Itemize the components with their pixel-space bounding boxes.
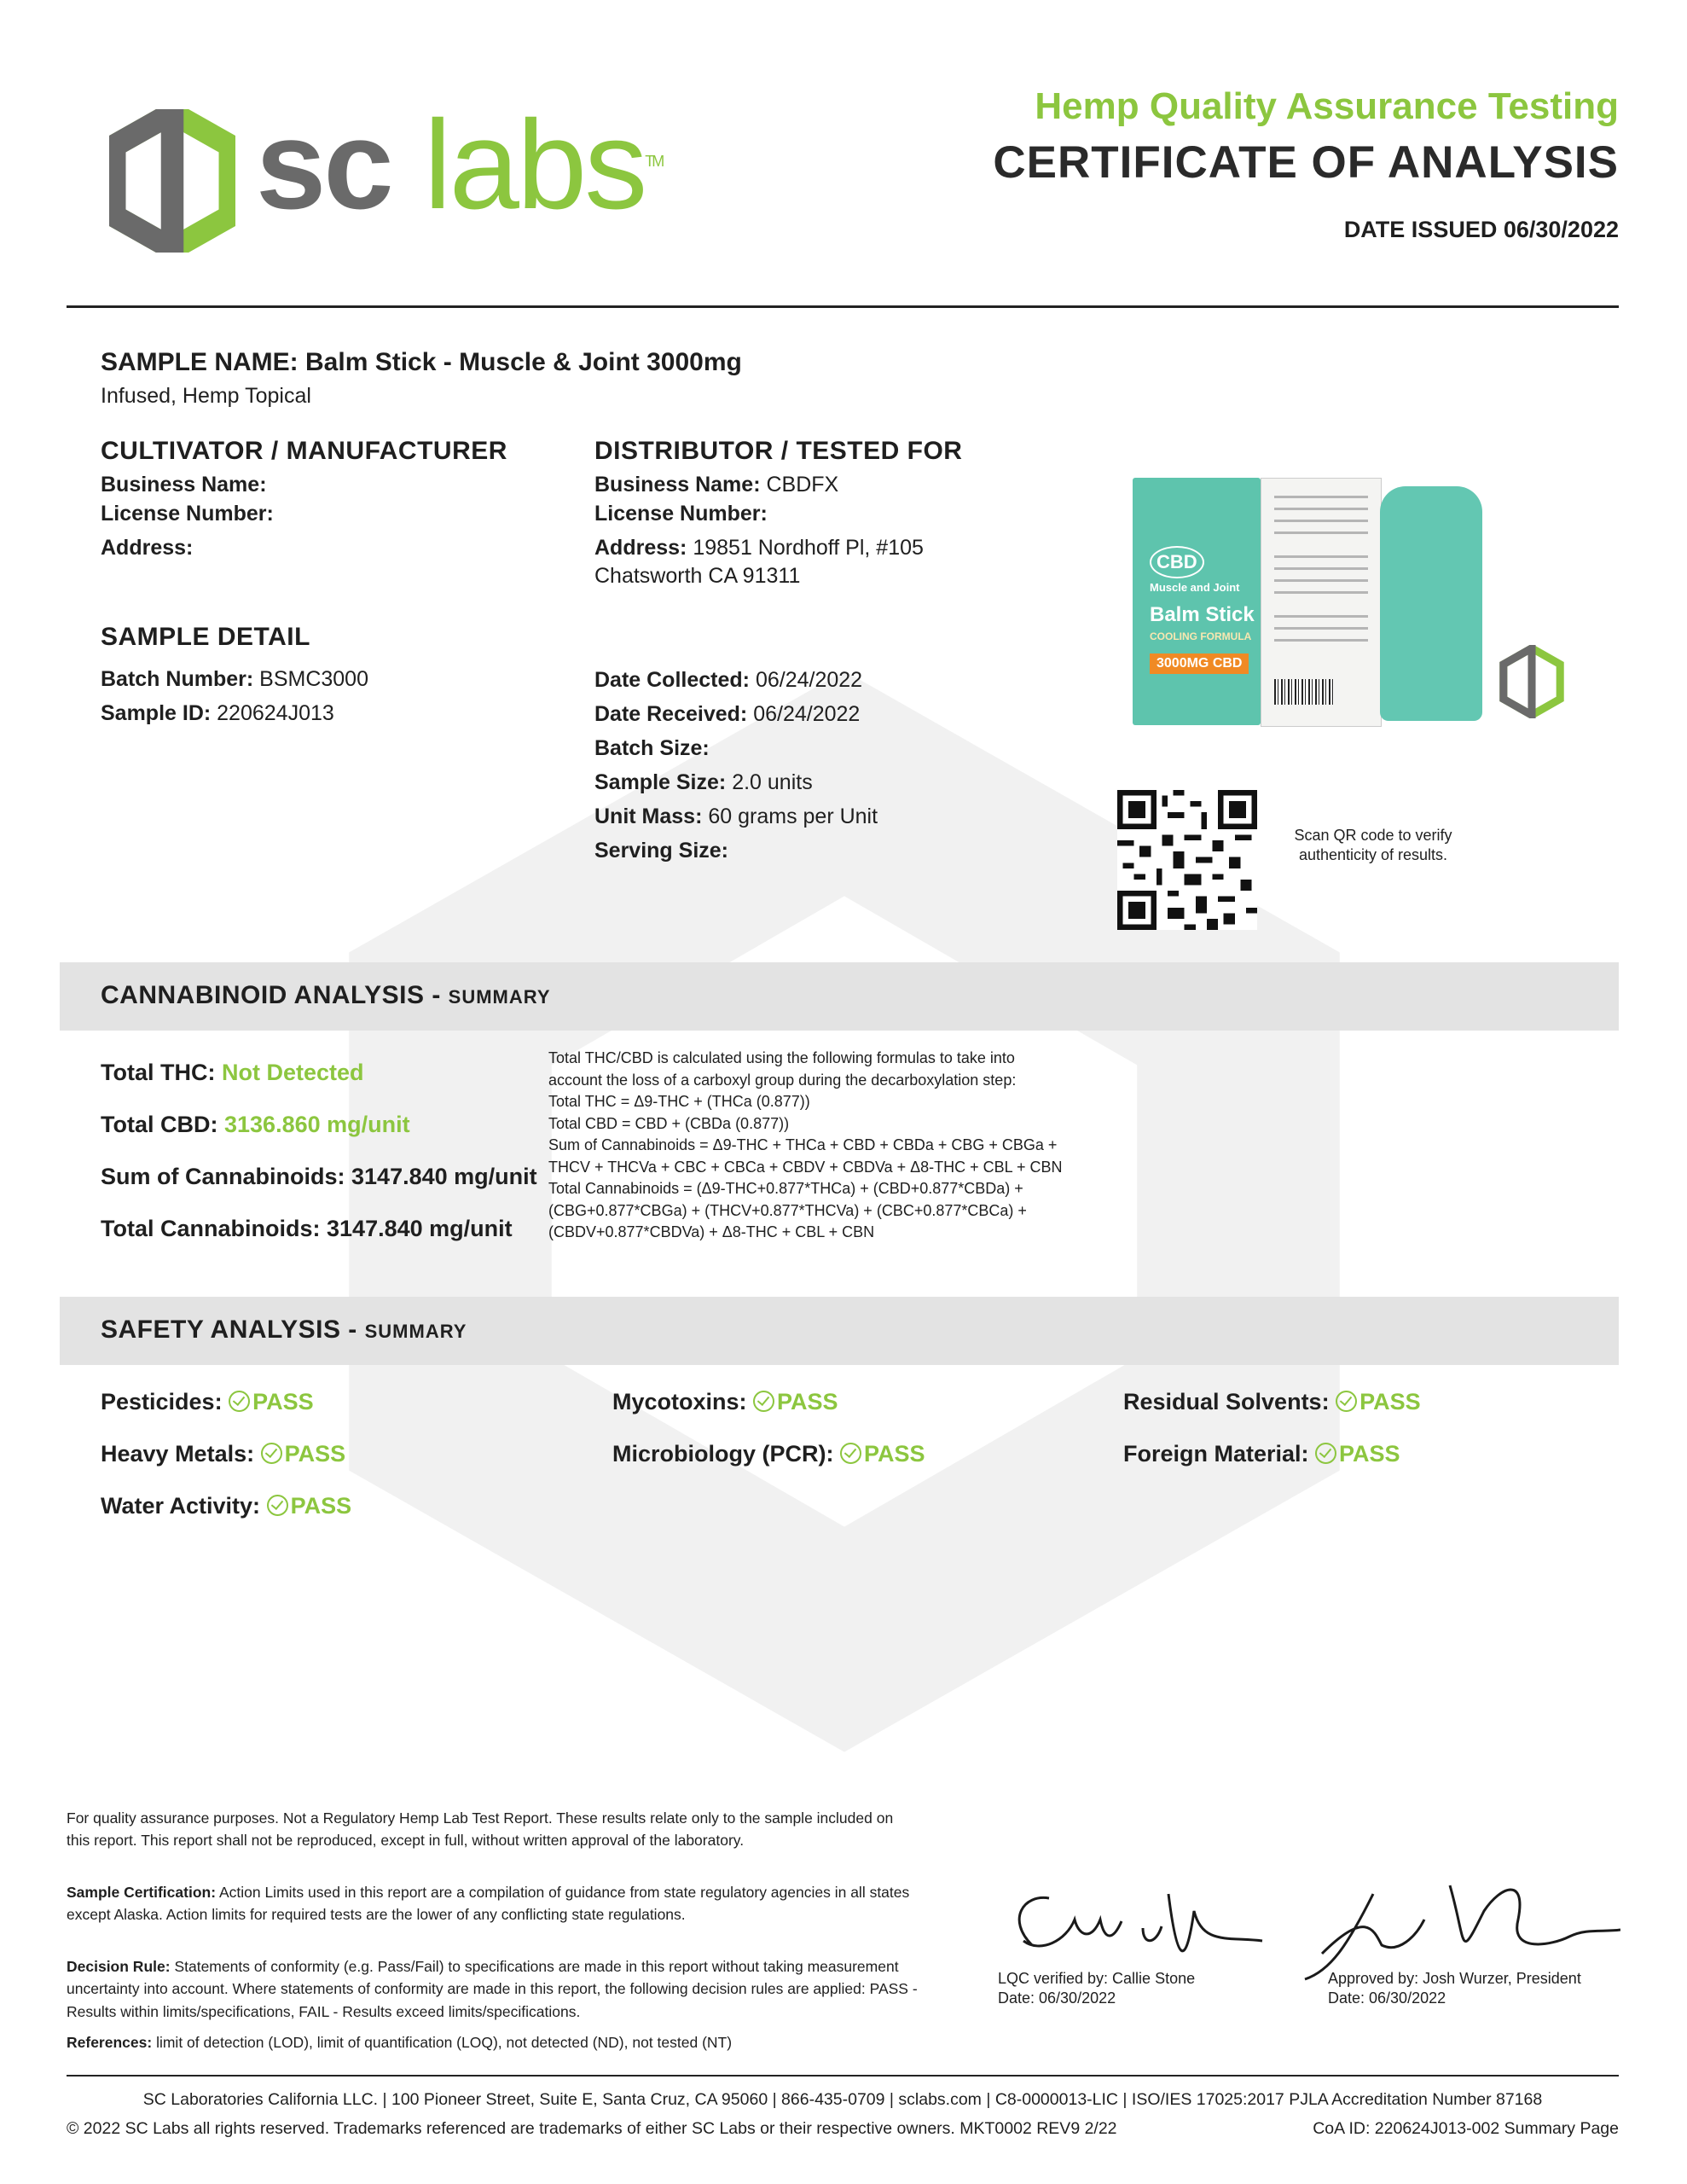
date-issued: DATE ISSUED 06/30/2022 bbox=[1343, 217, 1619, 242]
check-circle-icon bbox=[1336, 1391, 1357, 1412]
total-cannabinoids: Total Cannabinoids: 3147.840 mg/unit bbox=[101, 1216, 513, 1241]
lqc-signature-block: LQC verified by: Callie Stone Date: 06/30/2022 bbox=[998, 1970, 1196, 2007]
copyright-line: © 2022 SC Labs all rights reserved. Trademarks referenced are trademarks of either SC Labs or their respective owners. MKT0002 REV9 2/22 CoA ID: 220624J013-002 Summary Page bbox=[67, 2119, 1619, 2138]
safety-foreign-material: Foreign Material: PASS bbox=[1123, 1441, 1400, 1467]
product-box-front: CBD Muscle and Joint Balm Stick COOLING FORMULA 3000MG CBD bbox=[1133, 478, 1261, 725]
sample-detail-heading: SAMPLE DETAIL bbox=[101, 623, 310, 651]
sample-detail-right: Date Collected: 06/24/2022 Date Received: 06/24/2022 Batch Size: Sample Size: 2.0 units Unit Mass: 60 grams per Unit Serving Size: bbox=[594, 668, 878, 863]
sample-certification: Sample Certification: Action Limits used in this report are a compilation of guidance from state regulatory agencies in all states except Alaska. Action limits for required tests are the lower of any conflicting state regulations. bbox=[67, 1884, 910, 1924]
safety-microbiology: Microbiology (PCR): PASS bbox=[612, 1441, 925, 1467]
cannabinoid-heading: CANNABINOID ANALYSIS - SUMMARY bbox=[101, 981, 551, 1009]
references: References: limit of detection (LOD), limit of quantification (LOQ), not detected (ND), not tested (NT) bbox=[67, 2034, 733, 2051]
check-circle-icon bbox=[229, 1391, 250, 1412]
sc-labs-logo-wordmark: sc labs™ bbox=[256, 95, 663, 235]
sc-labs-mini-logo-icon bbox=[1499, 645, 1564, 718]
cbd-brand-badge: CBD bbox=[1150, 546, 1204, 578]
cultivator-heading: CULTIVATOR / MANUFACTURER bbox=[101, 437, 507, 465]
check-circle-icon bbox=[267, 1495, 288, 1516]
total-thc: Total THC: Not Detected bbox=[101, 1060, 364, 1085]
safety-mycotoxins: Mycotoxins: PASS bbox=[612, 1389, 838, 1414]
footer-divider bbox=[67, 2075, 1619, 2077]
sc-labs-logo-icon bbox=[109, 109, 235, 253]
formula-notes: Total THC/CBD is calculated using the following formulas to take into account the loss of a carboxyl group during the decarboxylation step: Total THC = Δ9-THC + (THCa (0.877)) Total CBD = CBD + (CBDa (0.877)) Sum of Cannabinoids = Δ9-THC + THCa + CBD + CBDa + CBG + CBGa + THCV + THCVa + CBC + CBCa + CBDV + CBDVa + Δ8-THC + CBL + CBN Total Cannabinoids = (Δ9-THC+0.877*THCa) + (CBD+0.877*CBDa) + (CBG+0.877*CBGa) + (THCV+0.877*THCVa) + (CBC+0.877*CBCa) + (CBDV+0.877*CBDVa) + Δ8-THC + CBL + CBN bbox=[548, 1049, 1063, 1241]
check-circle-icon bbox=[261, 1443, 282, 1464]
sample-detail-left: Batch Number: BSMC3000 Sample ID: 220624J013 bbox=[101, 667, 368, 725]
cultivator-details: Business Name: License Number: Address: bbox=[101, 473, 274, 560]
coa-id: CoA ID: 220624J013-002 Summary Page bbox=[1313, 2119, 1619, 2138]
product-box-side bbox=[1261, 478, 1382, 727]
product-stick bbox=[1380, 486, 1482, 721]
sum-cannabinoids: Sum of Cannabinoids: 3147.840 mg/unit bbox=[101, 1164, 537, 1189]
qr-code-icon[interactable] bbox=[1117, 790, 1257, 930]
sample-name: SAMPLE NAME: Balm Stick - Muscle & Joint 3000mg bbox=[101, 348, 742, 376]
total-cbd: Total CBD: 3136.860 mg/unit bbox=[101, 1112, 410, 1137]
qr-note: Scan QR code to verify authenticity of results. bbox=[1294, 827, 1452, 863]
distributor-details: Business Name: CBDFX License Number: Address: 19851 Nordhoff Pl, #105 Chatsworth CA 91311 bbox=[594, 473, 924, 589]
check-circle-icon bbox=[753, 1391, 774, 1412]
safety-heading: SAFETY ANALYSIS - SUMMARY bbox=[101, 1316, 467, 1344]
barcode-icon bbox=[1274, 679, 1334, 705]
check-circle-icon bbox=[840, 1443, 861, 1464]
safety-heavy-metals: Heavy Metals: PASS bbox=[101, 1441, 346, 1467]
company-line: SC Laboratories California LLC. | 100 Pioneer Street, Suite E, Santa Cruz, CA 95060 | 866-435-0709 | sclabs.com | C8-0000013-LIC | ISO/IES 17025:2017 PJLA Accreditation Number 87168 bbox=[142, 2090, 1543, 2109]
qa-disclaimer: For quality assurance purposes. Not a Regulatory Hemp Lab Test Report. These results relate only to the sample included on this report. This report shall not be reproduced, except in full, without written approval of the laboratory. bbox=[67, 1809, 894, 1850]
distributor-heading: DISTRIBUTOR / TESTED FOR bbox=[594, 437, 963, 465]
decision-rule: Decision Rule: Statements of conformity (e.g. Pass/Fail) to specifications are made in this report without taking measurement uncertainty into account. Where statements of conformity are made in this report, the following decision rules are applied: PASS - Results within limits/specifications, FAIL - Results exceed limits/specifications. bbox=[67, 1958, 918, 2020]
check-circle-icon bbox=[1315, 1443, 1336, 1464]
safety-residual-solvents: Residual Solvents: PASS bbox=[1123, 1389, 1421, 1414]
header-divider bbox=[67, 305, 1619, 308]
approved-signature-block: Approved by: Josh Wurzer, President Date: 06/30/2022 bbox=[1328, 1970, 1581, 2007]
sample-type: Infused, Hemp Topical bbox=[101, 384, 311, 408]
report-subtitle: Hemp Quality Assurance Testing bbox=[1035, 85, 1619, 127]
safety-water-activity: Water Activity: PASS bbox=[101, 1493, 352, 1519]
report-title: CERTIFICATE OF ANALYSIS bbox=[993, 137, 1619, 188]
safety-pesticides: Pesticides: PASS bbox=[101, 1389, 314, 1414]
